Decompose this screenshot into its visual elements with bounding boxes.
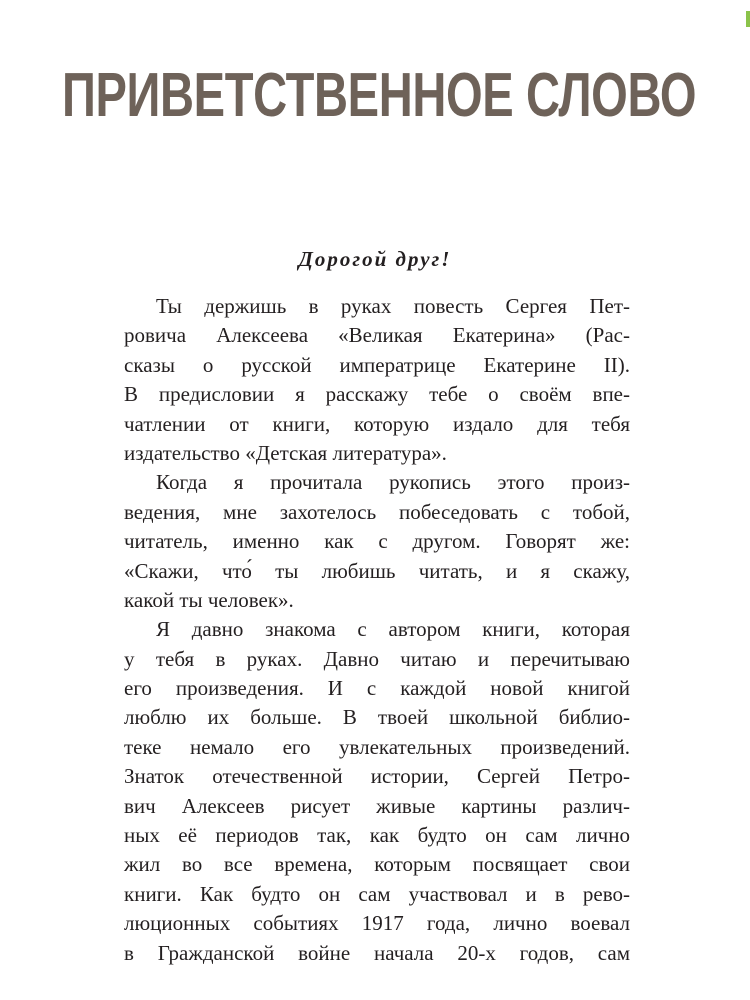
text-line: Когда я прочитала рукопись этого произ- — [156, 470, 630, 495]
text-line: ных её периодов так, как будто он сам лично — [124, 823, 630, 848]
text-line: его произведения. И с каждой новой книгой — [124, 676, 630, 701]
paragraph-2 — [124, 468, 630, 615]
text-line: теке немало его увлекательных произведений. — [124, 734, 630, 759]
text-line: люционных событиях 1917 года, лично воевал — [124, 911, 630, 936]
text-line: чатлении от книги, которую издало для тебя — [124, 411, 630, 436]
text-line: издательство «Детская литература». — [124, 440, 447, 465]
paragraph-3 — [124, 615, 630, 968]
body-text — [124, 292, 630, 968]
text-line: читатель, именно как с другом. Говорят же: — [124, 529, 630, 554]
corner-tab-marker — [746, 11, 750, 27]
text-line: ведения, мне захотелось побеседовать с тобой, — [124, 499, 630, 524]
text-line: книги. Как будто он сам участвовал и в рево- — [124, 881, 630, 906]
text-line: «Скажи, что́ ты любишь читать, и я скажу, — [124, 558, 630, 583]
text-line: Знаток отечественной истории, Сергей Петро- — [124, 764, 630, 789]
text-line: ровича Алексеева «Великая Екатерина» (Рас- — [124, 323, 630, 348]
text-line: сказы о русской императрице Екатерине II). — [124, 352, 630, 377]
text-line: Я давно знакома с автором книги, которая — [156, 617, 630, 642]
text-line: Ты держишь в руках повесть Сергея Пет- — [156, 294, 630, 318]
text-line: вич Алексеев рисует живые картины различ- — [124, 793, 630, 818]
text-line: В предисловии я расскажу тебе о своём впе- — [124, 382, 630, 407]
text-line: люблю их больше. В твоей школьной библио- — [124, 705, 630, 730]
text-line: в Гражданской войне начала 20-х годов, сам — [124, 940, 630, 965]
text-line: какой ты человек». — [124, 587, 294, 612]
text-line: у тебя в руках. Давно читаю и перечитываю — [124, 646, 630, 671]
text-line: жил во все времена, которым посвящает свои — [124, 852, 630, 877]
chapter-title: ПРИВЕТСТВЕННОЕ СЛОВО — [62, 61, 697, 130]
salutation: Дорогой друг! — [298, 247, 452, 271]
paragraph-1 — [124, 292, 630, 468]
